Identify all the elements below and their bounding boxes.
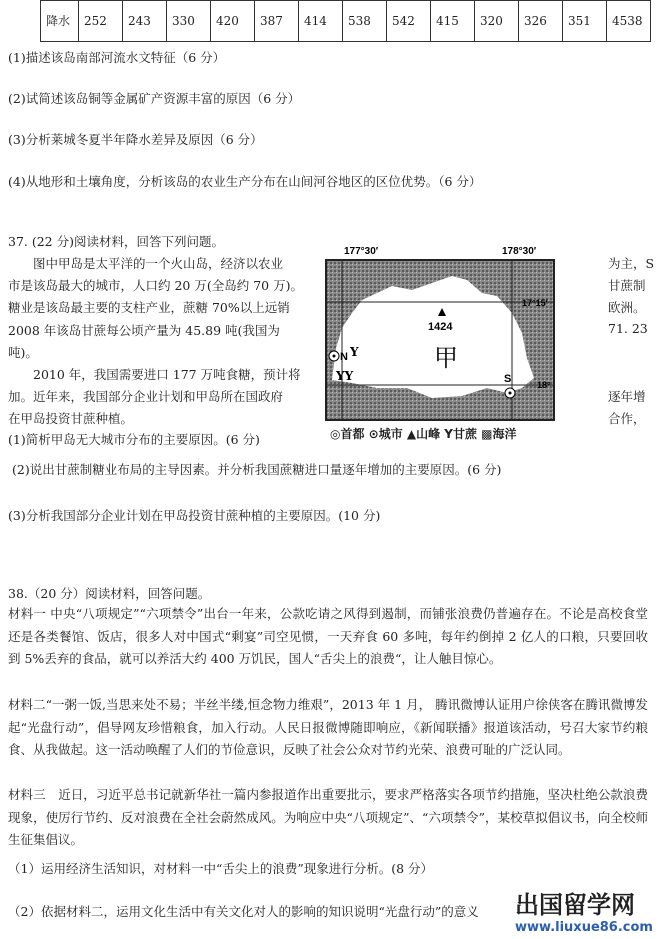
q36-1: (1)描述该岛南部河流水文特征（6 分）: [8, 50, 226, 65]
lon-label: 177°30′: [344, 246, 379, 257]
precip-cell: 4538: [607, 1, 651, 42]
material-3: 材料三 近日，习近平总书记就新华社一篇内参报道作出重要批示，要求严格落实各项节约措施，坚决杜绝公款浪费现象，使厉行节约、反对浪费在全社会蔚然成风。为响应中央“八项规定”、“六项禁令”，某校草拟倡议书，向全校师生征集倡议。: [8, 787, 648, 848]
watermark: 出国留学网 www.liuxue86.com: [515, 885, 653, 935]
q37-text-line: 加。近年来，我国部分企业计划和甲岛所在国政府: [8, 389, 284, 405]
map-legend: ◎首都 ⊙城市 ▲山峰 Y甘蔗 ▩海洋: [330, 427, 517, 441]
island-label: 甲: [434, 344, 458, 372]
peak-label: 1424: [428, 321, 453, 333]
q37-2: (2)说出甘蔗制糖业布局的主导因素。并分析我国蔗糖进口量逐年增加的主要原因。(6 分): [12, 462, 502, 477]
q37-text-line-right: 合作，: [608, 411, 646, 427]
precip-cell: 542: [387, 1, 431, 42]
q36-3: (3)分析莱城冬夏半年降水差异及原因（6 分）: [8, 132, 263, 147]
q37-text-line: 糖业是该岛最主要的支柱产业，蔗糖 70%以上远销: [8, 300, 290, 316]
precip-cell: 252: [79, 1, 123, 42]
precip-cell: 330: [167, 1, 211, 42]
lat-label: 18°: [537, 380, 551, 390]
sugarcane-icon: Y: [350, 345, 359, 359]
city-n-label: N: [340, 351, 348, 363]
precip-cell: 351: [563, 1, 607, 42]
q37-1: (1)简析甲岛无大城市分布的主要原因。(6 分): [8, 432, 260, 447]
q37-text-line-right: 甘蔗制: [608, 278, 646, 294]
q37-text-line: 吨)。: [8, 344, 38, 360]
q37-text-line-right: 逐年增: [608, 389, 646, 405]
material-1: 材料一 中央“八项规定”“六项禁令”出台一年来，公款吃请之风得到遏制，而铺张浪费仍普遍存在。不论是高校食堂还是各类餐馆、饭店，很多人对中国式“剩宴”司空见惯，一天弃食 60 多吨，每年约倒掉 2 亿人的口粮，只要回收到 5%丢弃的食品，就可以养活大约 400 万饥民，国人“舌尖上的浪费“，让人触目惊心。: [8, 606, 648, 667]
q37-text-line-right: 为主，S: [608, 256, 655, 271]
q38-header: 38.（20 分）阅读材料，回答问题。: [8, 586, 211, 601]
lon-label: 178°30′: [502, 246, 537, 257]
q36-2: (2)试简述该岛铜等金属矿产资源丰富的原因（6 分）: [8, 91, 301, 106]
q37-text-line-right: 欧洲。: [608, 300, 646, 316]
lat-label: 17°15′: [522, 298, 548, 308]
city-s-label: S: [504, 373, 512, 385]
q36-4: (4)从地形和土壤角度，分析该岛的农业生产分布在山间河谷地区的区位优势。（6 分）: [8, 174, 482, 189]
q37-text-line: 市是该岛最大的城市，人口约 20 万(全岛约 70 万)。: [8, 278, 303, 294]
precip-cell: 420: [211, 1, 255, 42]
sugarcane-icon: YY: [336, 369, 354, 383]
q37-text-line: 2010 年，我国需要进口 177 万吨食糖，预计将: [8, 367, 301, 382]
precip-cell: 538: [343, 1, 387, 42]
q37-text-line-right: 71. 23: [608, 320, 648, 336]
precip-cell: 326: [519, 1, 563, 42]
precip-cell: 414: [299, 1, 343, 42]
material-2: 材料二“一粥一饭,当思来处不易；半丝半缕,恒念物力维艰”，2013 年 1 月， 腾讯微博认证用户徐侠客在腾讯微博发起“光盘行动”，倡导网友珍惜粮食，加入行动。人民日报微博随即响应，《新闻联播》报道该活动，号召大家节约粮食、从我做起。这一活动唤醒了人们的节俭意识，反映了社会公众对节约光荣、浪费可耻的广泛认同。: [8, 697, 648, 758]
precip-cell: 387: [255, 1, 299, 42]
island-map: [322, 238, 558, 424]
q37-3: (3)分析我国部分企业计划在甲岛投资甘蔗种植的主要原因。(10 分): [8, 508, 381, 523]
precip-cell: 320: [475, 1, 519, 42]
q38-2: （2）依据材料二，运用文化生活中有关文化对人的影响的知识说明“光盘行动”的意义: [8, 904, 479, 919]
row-header: 降水: [41, 1, 79, 42]
q38-1: （1）运用经济生活知识，对材料一中“舌尖上的浪费”现象进行分析。(8 分）: [8, 861, 434, 876]
q37-text-line: 在甲岛投资甘蔗种植。: [8, 411, 134, 427]
precip-cell: 415: [431, 1, 475, 42]
q37-header: 37. (22 分)阅读材料，回答下列问题。: [8, 234, 224, 249]
precipitation-table: [40, 0, 651, 42]
q37-text-line: 图中甲岛是太平洋的一个火山岛，经济以农业: [8, 256, 284, 271]
precip-cell: 243: [123, 1, 167, 42]
q37-text-line: 2008 年该岛甘蔗每公顷产量为 45.89 吨(我国为: [8, 322, 280, 338]
